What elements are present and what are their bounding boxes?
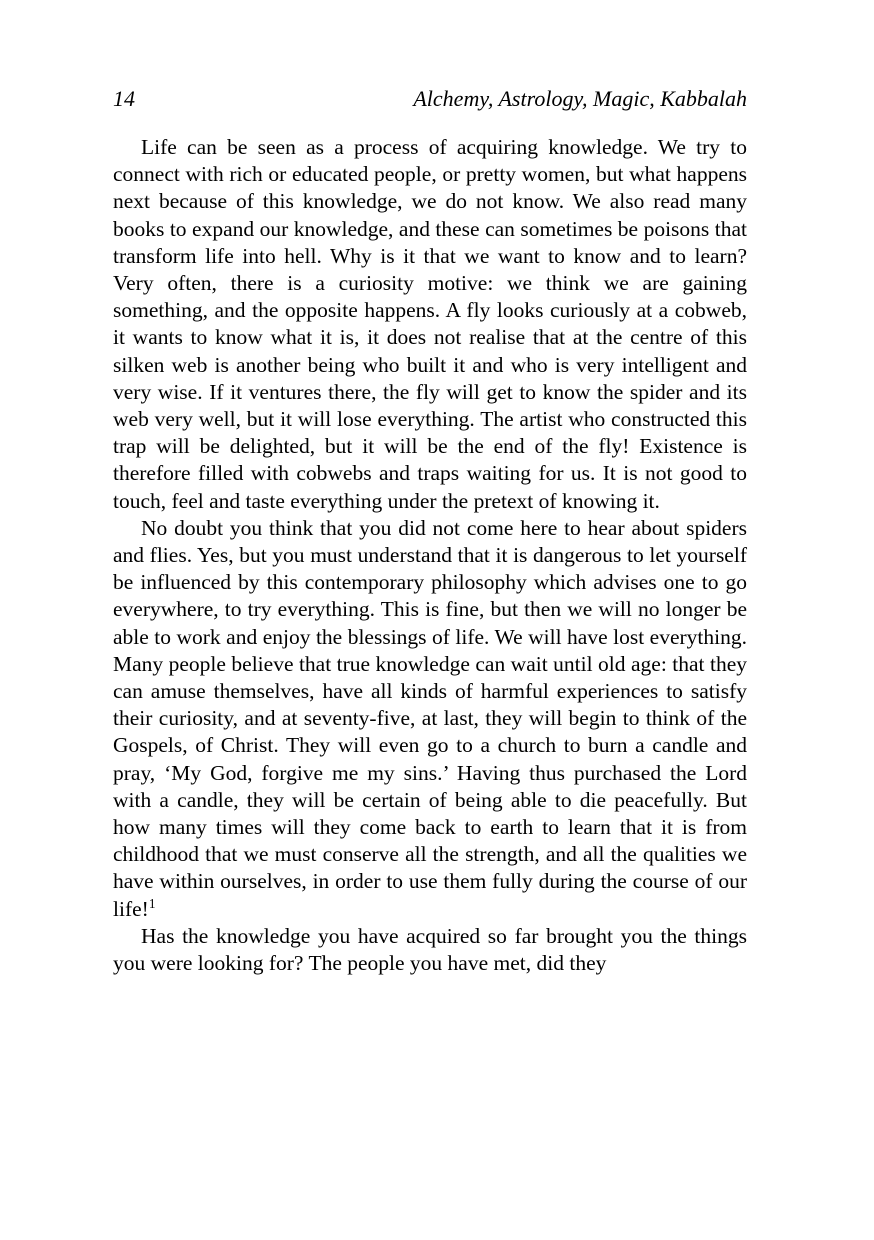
page-number: 14 (113, 86, 135, 111)
body-text (113, 134, 747, 977)
paragraph-text: No doubt you think that you did not come here to hear about spiders and flies. Yes, but you must understand that it is dangerous to let yourself be influenced by this contemporary philosophy which advises one to go everywhere, to try everything. This is fine, but then we will no longer be able to work and enjoy the blessings of life. We will have lost everything. Many people believe that true knowledge can wait until old age: that they can amuse themselves, have all kinds of harmful experiences to satisfy their curiosity, and at seventy-five, at last, they will begin to think of the Gospels, of Christ. They will even go to a church to burn a candle and pray, ‘My God, forgive me my sins.’ Having thus purchased the Lord with a candle, they will be certain of being able to die peacefully. But how many times will they come back to earth to learn that it is from childhood that we must conserve all the strength, and all the qualities we have within ourselves, in order to use them fully during the course of our life! (113, 515, 747, 921)
paragraph-text: Has the knowledge you have acquired so far brought you the things you were looking for? The people you have met, did they (113, 923, 747, 976)
running-head (113, 86, 747, 112)
footnote-reference: 1 (148, 895, 156, 911)
paragraph-text: Life can be seen as a process of acquiring knowledge. We try to connect with rich or educated people, or pretty women, but what happens next because of this knowledge, we do not know. We also read many books to expand our knowledge, and these can sometimes be poisons that transform life into hell. Why is it that we want to know and to learn? Very often, there is a curiosity motive: we think we are gaining something, and the opposite happens. A fly looks curiously at a cobweb, it wants to know what it is, it does not realise that at the centre of this silken web is another being who built it and who is very intelligent and very wise. If it ventures there, the fly will get to know the spider and its web very well, but it will lose everything. The artist who constructed this trap will be delighted, but it will be the end of the fly! Existence is therefore filled with cobwebs and traps waiting for us. It is not good to touch, feel and taste everything under the pretext of knowing it. (113, 135, 747, 513)
paragraph (113, 923, 747, 977)
paragraph (113, 515, 747, 923)
running-title: Alchemy, Astrology, Magic, Kabbalah (413, 86, 747, 111)
paragraph (113, 134, 747, 515)
